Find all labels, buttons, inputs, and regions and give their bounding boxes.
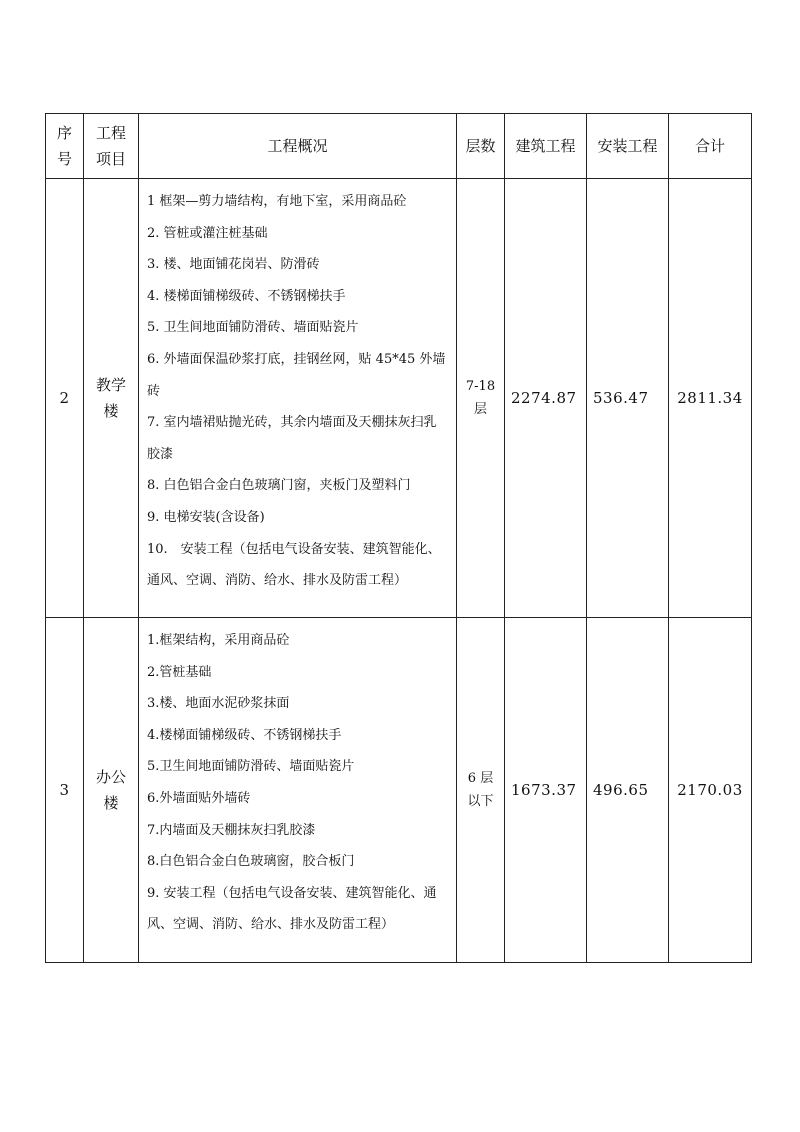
table-row	[46, 179, 752, 618]
header-serial-number: 序 号	[46, 114, 84, 179]
row-project-item: 办公 楼	[84, 618, 139, 963]
overview-line: 8. 白色铝合金白色玻璃门窗，夹板门及塑料门	[147, 478, 411, 494]
overview-line: 1 框架—剪力墙结构，有地下室，采用商品砼	[147, 194, 407, 209]
row-floors: 6 层 以下	[457, 618, 505, 963]
overview-line: 8.白色铝合金白色玻璃窗，胶合板门	[147, 854, 355, 870]
overview-line: 7.内墙面及天棚抹灰扫乳胶漆	[147, 822, 316, 838]
header-project-overview: 工程概况	[139, 114, 457, 179]
table-row	[46, 618, 752, 963]
overview-line: 9. 电梯安装(含设备)	[147, 509, 265, 525]
overview-line: 5.卫生间地面铺防滑砖、墙面贴瓷片	[147, 759, 355, 775]
row-total: 2811.34	[669, 179, 752, 618]
row-total: 2170.03	[669, 618, 752, 963]
header-construction-cost: 建筑工程	[505, 114, 587, 179]
row-floors: 7-18 层	[457, 179, 505, 618]
overview-line: 3. 楼、地面铺花岗岩、防滑砖	[147, 257, 320, 273]
row-construction-cost: 1673.37	[505, 618, 587, 963]
overview-line: 3.楼、地面水泥砂浆抹面	[147, 696, 290, 712]
row-overview	[139, 179, 457, 618]
row-installation-cost: 536.47	[587, 179, 669, 618]
overview-line: 1.框架结构，采用商品砼	[147, 633, 290, 648]
header-total: 合计	[669, 114, 752, 179]
overview-line: 6. 外墙面保温砂浆打底，挂钢丝网，贴 45*45 外墙砖	[147, 351, 446, 399]
header-installation-cost: 安装工程	[587, 114, 669, 179]
row-construction-cost: 2274.87	[505, 179, 587, 618]
header-project-item: 工程 项目	[84, 114, 139, 179]
row-serial-number: 3	[46, 618, 84, 963]
overview-line: 2.管桩基础	[147, 664, 212, 680]
overview-line: 6.外墙面贴外墙砖	[147, 790, 251, 806]
row-overview	[139, 618, 457, 963]
row-project-item: 教学 楼	[84, 179, 139, 618]
overview-line: 9. 安装工程（包括电气设备安装、建筑智能化、通风、空调、消防、给水、排水及防雷工程）	[147, 885, 437, 933]
overview-line: 2. 管桩或灌注桩基础	[147, 225, 268, 241]
overview-line: 7. 室内墙裙贴抛光砖，其余内墙面及天棚抹灰扫乳胶漆	[147, 415, 437, 462]
header-floors: 层数	[457, 114, 505, 179]
overview-line: 4. 楼梯面铺梯级砖、不锈钢梯扶手	[147, 288, 346, 304]
overview-line: 4.楼梯面铺梯级砖、不锈钢梯扶手	[147, 727, 342, 743]
table-header-row	[46, 114, 752, 179]
project-cost-table	[45, 113, 752, 963]
overview-line: 10. 安装工程（包括电气设备安装、建筑智能化、通风、空调、消防、给水、排水及防雷工程）	[147, 541, 441, 589]
overview-line: 5. 卫生间地面铺防滑砖、墙面贴瓷片	[147, 320, 359, 336]
row-installation-cost: 496.65	[587, 618, 669, 963]
row-serial-number: 2	[46, 179, 84, 618]
